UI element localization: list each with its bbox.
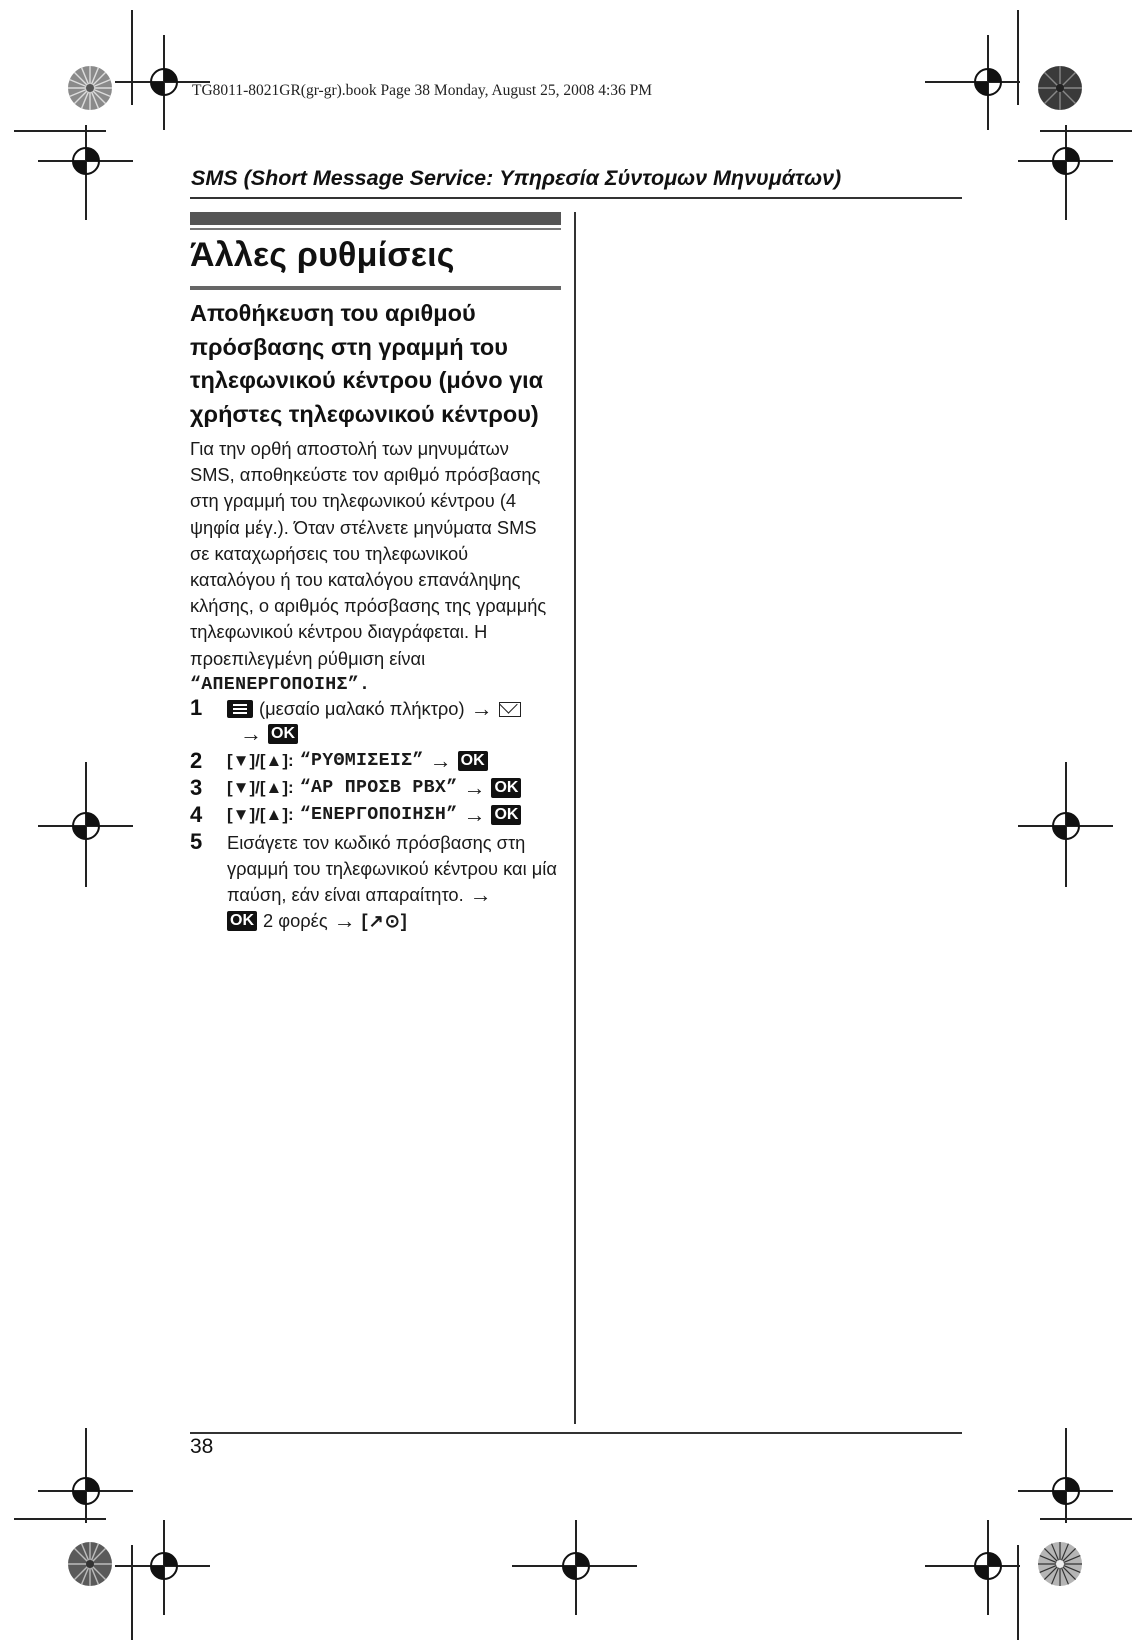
- menu-icon: [227, 700, 253, 718]
- crop-mark: [131, 10, 133, 105]
- step-number: 1: [190, 695, 203, 720]
- title-divider: [190, 197, 962, 199]
- registration-mark-icon: [558, 1548, 594, 1584]
- crop-mark: [14, 130, 106, 132]
- registration-mark-icon: [1048, 808, 1084, 844]
- crop-mark: [1040, 1518, 1132, 1520]
- arrow-icon: →: [469, 882, 492, 907]
- menu-option: “ΕΝΕΡΓΟΠΟΙΗΣΗ”: [299, 805, 458, 825]
- arrow-icon: →: [333, 908, 356, 933]
- nav-key: [▼]/[▲]:: [227, 805, 294, 824]
- step-5-line: [227, 858, 557, 880]
- menu-option: “ΡΥΘΜΙΣΕΙΣ”: [299, 751, 424, 771]
- registration-mark-icon: [68, 1473, 104, 1509]
- step-5-line: [227, 910, 408, 932]
- paragraph-line: ψηφία μέγ.). Όταν στέλνετε μηνύματα SMS: [190, 516, 537, 538]
- step-number: 4: [190, 802, 203, 827]
- envelope-icon: [499, 702, 521, 717]
- page-heading: Άλλες ρυθμίσεις: [190, 236, 455, 274]
- step-4-line: [227, 802, 521, 827]
- registration-mark-icon: [146, 1548, 182, 1584]
- color-wheel-icon: [66, 1540, 114, 1588]
- color-wheel-icon: [1036, 64, 1084, 112]
- registration-mark-icon: [146, 64, 182, 100]
- ok-key: OK: [491, 805, 521, 825]
- step-text: Εισάγετε τον κωδικό πρόσβασης στη: [227, 832, 526, 853]
- nav-key: [▼]/[▲]:: [227, 778, 294, 797]
- registration-mark-icon: [1048, 1473, 1084, 1509]
- paragraph-line: κλήσης, ο αριθμός πρόσβασης της γραμμής: [190, 595, 547, 617]
- crop-mark: [14, 1518, 106, 1520]
- step-text: 2 φορές: [263, 910, 328, 931]
- paragraph-line: στη γραμμή του τηλεφωνικού κέντρου (4: [190, 490, 517, 512]
- subheading-line: Αποθήκευση του αριθμού: [190, 300, 476, 326]
- arrow-icon: →: [470, 696, 493, 721]
- footer-divider: [190, 1432, 962, 1434]
- subheading-line: χρήστες τηλεφωνικού κέντρου): [190, 400, 539, 427]
- arrow-icon: →: [429, 748, 452, 773]
- step-text: (μεσαίο μαλακό πλήκτρο): [259, 698, 465, 719]
- subheading: [190, 297, 570, 431]
- heading-underline: [190, 286, 561, 290]
- paragraph-line: τηλεφωνικού κέντρου διαγράφεται. Η: [190, 621, 488, 643]
- step-number: 5: [190, 829, 203, 854]
- book-header: TG8011-8021GR(gr-gr).book Page 38 Monday, August 25, 2008 4:36 PM: [192, 82, 653, 99]
- heading-bar: [190, 212, 561, 225]
- ok-key: OK: [491, 778, 521, 798]
- arrow-icon: →: [463, 775, 486, 800]
- nav-key: [▼]/[▲]:: [227, 751, 294, 770]
- paragraph-line: SMS, αποθηκεύστε τον αριθμό πρόσβασης: [190, 464, 541, 486]
- subheading-line: τηλεφωνικού κέντρου (μόνο για: [190, 367, 544, 393]
- ok-key: OK: [268, 724, 298, 744]
- subheading-line: πρόσβασης στη γραμμή του: [190, 333, 508, 360]
- step-5-line: [227, 884, 492, 906]
- color-wheel-icon: [1036, 1540, 1084, 1588]
- crop-mark: [1017, 1545, 1019, 1640]
- step-text: γραμμή του τηλεφωνικού κέντρου και μία: [227, 858, 557, 879]
- registration-mark-icon: [68, 808, 104, 844]
- step-5-line: [227, 832, 525, 854]
- registration-mark-icon: [68, 143, 104, 179]
- step-2-line: [227, 748, 488, 773]
- column-divider: [574, 212, 576, 1424]
- arrow-icon: →: [463, 802, 486, 827]
- step-3-line: [227, 775, 521, 800]
- registration-mark-icon: [1048, 143, 1084, 179]
- crop-mark: [131, 1545, 133, 1640]
- ok-key: OK: [458, 751, 488, 771]
- step-number: 2: [190, 748, 203, 773]
- page-number: 38: [190, 1435, 214, 1458]
- off-key: [↗⊙]: [361, 910, 408, 931]
- paragraph-line: Για την ορθή αποστολή των μηνυμάτων: [190, 438, 509, 459]
- default-value: “ΑΠΕΝΕΡΓΟΠΟΙΗΣ”.: [190, 674, 371, 695]
- ok-key: OK: [227, 911, 257, 931]
- crop-mark: [1040, 130, 1132, 132]
- step-number: 3: [190, 775, 203, 800]
- paragraph-line: προεπιλεγμένη ρύθμιση είναι: [190, 647, 426, 669]
- menu-option: “ΑΡ ΠΡΟΣΒ PBX”: [299, 778, 458, 798]
- step-1-line-2: [240, 721, 298, 746]
- crop-mark: [1017, 10, 1019, 105]
- heading-bar-thin: [190, 228, 561, 230]
- paragraph-line: καταλόγου ή του καταλόγου επανάληψης: [190, 569, 521, 591]
- step-1-line: [227, 698, 521, 720]
- step-text: παύση, εάν είναι απαραίτητο.: [227, 884, 464, 905]
- registration-mark-icon: [970, 1548, 1006, 1584]
- registration-mark-icon: [970, 64, 1006, 100]
- intro-paragraph: [190, 436, 570, 698]
- color-wheel-icon: [66, 64, 114, 112]
- paragraph-line: σε καταχωρήσεις του τηλεφωνικού: [190, 542, 469, 564]
- section-title: SMS (Short Message Service: Υπηρεσία Σύντομων Μηνυμάτων): [191, 166, 842, 190]
- arrow-icon: →: [240, 721, 262, 746]
